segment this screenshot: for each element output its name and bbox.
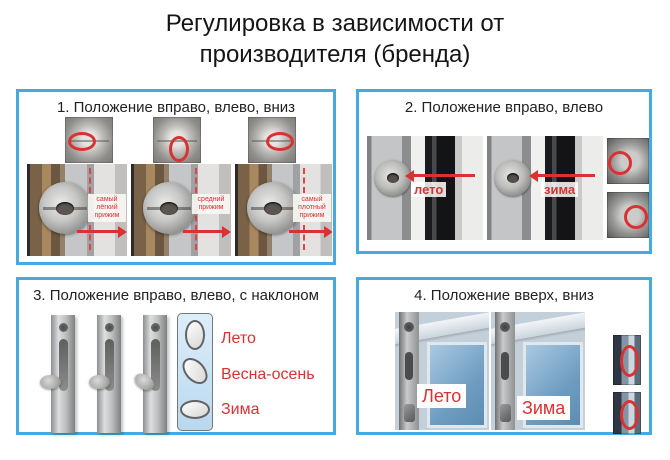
title-line-2: производителя (бренда) xyxy=(199,41,471,68)
cam-hole xyxy=(507,173,519,183)
highlight-ellipse-icon xyxy=(266,132,294,151)
panel-1-heading: 1. Положение вправо, влево, вниз xyxy=(56,99,296,116)
legend-spring-autumn: Весна-осень xyxy=(221,366,315,383)
highlight-ellipse-icon xyxy=(169,136,189,162)
cam-closeup-photo xyxy=(248,117,296,163)
pressure-label: средний прижим xyxy=(192,194,230,214)
panel-2-heading: 2. Положение вправо, влево xyxy=(404,99,604,116)
panel-position-right-left-tilt xyxy=(16,277,336,435)
eccentric-cam xyxy=(247,182,299,234)
window-corner-photo-winter xyxy=(491,312,585,430)
highlight-ellipse-icon xyxy=(620,400,639,430)
cam-hole xyxy=(160,202,178,215)
panel-position-right-left-down xyxy=(16,89,336,265)
arrow-right-icon xyxy=(77,230,119,233)
screw-hole xyxy=(105,323,114,332)
cam-adjustment-photo xyxy=(27,164,127,256)
eccentric-cam xyxy=(495,160,531,196)
hinge-closeup-photo xyxy=(613,335,641,385)
arrow-left-icon xyxy=(413,174,475,177)
cam-closeup-photo xyxy=(607,138,649,184)
highlight-circle-icon xyxy=(624,205,648,229)
highlight-ellipse-icon xyxy=(620,345,639,377)
frame-cam-photo-summer xyxy=(367,136,483,240)
legend-winter: Зима xyxy=(221,401,260,418)
cam-closeup-photo xyxy=(153,117,201,163)
cam-closeup-photo xyxy=(65,117,113,163)
eccentric-cam xyxy=(143,182,195,234)
frame-cam-photo-winter xyxy=(487,136,603,240)
page-title xyxy=(0,8,670,70)
cam-adjustment-photo xyxy=(235,164,332,256)
hinge-hook xyxy=(404,404,415,422)
screw-hole xyxy=(59,323,68,332)
oval-spring-autumn-icon xyxy=(178,353,213,389)
arrow-right-icon xyxy=(289,230,325,233)
cam-hole xyxy=(56,202,74,215)
panel-position-up-down xyxy=(356,277,652,435)
cam-position-diagram xyxy=(177,313,213,431)
oval-winter-icon xyxy=(180,400,210,419)
panel-4-heading: 4. Положение вверх, вниз xyxy=(414,287,594,304)
summer-label: Лето xyxy=(417,384,466,408)
window-corner-photo-summer xyxy=(395,312,489,430)
title-line-1: Регулировка в зависимости от xyxy=(165,10,505,37)
lock-strip-photo xyxy=(143,315,167,433)
winter-label: зима xyxy=(541,182,578,197)
pressure-label: самый плотный прижим xyxy=(293,194,331,222)
oval-cam xyxy=(89,375,110,389)
cam-hole xyxy=(264,202,282,215)
hinge-closeup-photo xyxy=(613,392,641,434)
cam-hole xyxy=(387,173,399,183)
hinge-hook xyxy=(500,404,511,422)
oval-cam xyxy=(40,375,61,389)
hinge-hardware-strip xyxy=(399,312,419,430)
panel-position-right-left xyxy=(356,89,652,254)
highlight-ellipse-icon xyxy=(68,132,96,151)
pressure-label: самый лёгкий прижим xyxy=(88,194,126,222)
lock-strip-photo xyxy=(51,315,75,433)
cam-adjustment-photo xyxy=(131,164,231,256)
hinge-hardware-strip xyxy=(495,312,515,430)
panel-3-heading: 3. Положение вправо, влево, с наклоном xyxy=(33,287,319,304)
arrow-right-icon xyxy=(183,230,223,233)
highlight-circle-icon xyxy=(608,151,632,175)
screw-hole xyxy=(151,323,160,332)
arrow-left-icon xyxy=(537,174,595,177)
legend-summer: Лето xyxy=(221,330,256,347)
cam-closeup-photo xyxy=(607,192,649,238)
winter-label: Зима xyxy=(517,396,570,420)
oval-summer-icon xyxy=(185,320,205,350)
lock-strip-photo xyxy=(97,315,121,433)
summer-label: лето xyxy=(411,182,446,197)
eccentric-cam xyxy=(39,182,91,234)
